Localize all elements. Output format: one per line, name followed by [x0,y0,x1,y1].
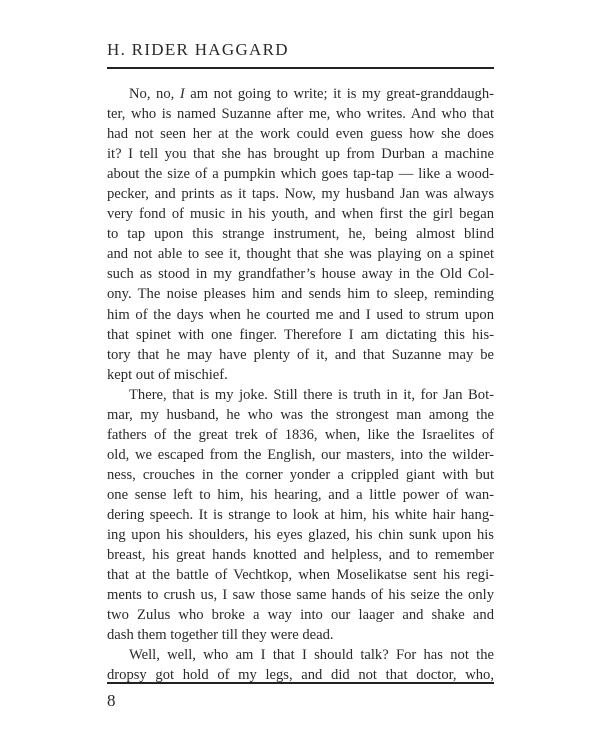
running-head: H. RIDER HAGGARD [107,40,289,59]
text-line: No, no, I am not going to write; it is my great-granddaugh- [129,86,494,102]
text-line: breast, his great hands knotted and helpless, and to remember [107,547,494,564]
text-line: it? I tell you that she has brought up from Durban a machine [107,146,494,163]
text-line: tory that he may have plenty of it, and that Suzanne may be [107,346,494,363]
text-line: such as stood in my grandfather’s house away in the Old Col- [107,266,494,283]
text-line: old, we escaped from the English, our masters, into the wilder- [107,446,494,463]
text-line: ing upon his shoulders, his eyes glazed, his chin sunk upon his [107,527,494,544]
text-line: Well, well, who am I that I should talk? For has not the [129,647,494,664]
text-line: had not seen her at the work could even guess how she does [107,126,494,143]
text-line: two Zulus who broke a way into our laager and shake and [107,607,494,624]
footer-rule [107,682,494,684]
text-line: and not able to see it, thought that she was playing on a spinet [107,246,494,263]
text-line: kept out of mischief. [107,366,228,383]
text-line: dash them together till they were dead. [107,627,334,644]
body-text [107,84,494,685]
text-line: that at the battle of Vechtkop, when Moselikatse sent his regi- [107,567,494,584]
text-line: to tap upon this strange instrument, he, being almost blind [107,226,494,243]
text-line: very fond of music in his youth, and when first the girl began [107,206,494,223]
text-line: ness, crouches in the corner yonder a crippled giant with but [107,466,494,483]
page-number: 8 [107,691,116,710]
text-line: about the size of a pumpkin which goes tap-tap — like a wood- [107,166,494,183]
text-line: that spinet with one finger. Therefore I am dictating this his- [107,326,494,343]
text-line: pecker, and prints as it taps. Now, my husband Jan was always [107,186,494,203]
text-line: ony. The noise pleases him and sends him to sleep, reminding [107,286,494,303]
text-line: fathers of the great trek of 1836, when, like the Israelites of [107,426,494,443]
text-line: one sense left to him, his hearing, and a little power of wan- [107,486,494,503]
text-line: dropsy got hold of my legs, and did not that doctor, who, [107,667,494,684]
text-line: mar, my husband, he who was the strongest man among the [107,406,494,423]
text-line: him of the days when he courted me and I used to strum upon [107,306,494,323]
text-line: ter, who is named Suzanne after me, who writes. And who that [107,106,494,123]
text-line: ments to crush us, I saw those same hands of his seize the only [107,587,494,604]
text-line: There, that is my joke. Still there is truth in it, for Jan Bot- [129,386,494,403]
text-line: dering speech. It is strange to look at him, his white hair hang- [107,506,494,523]
header-rule [107,67,494,69]
emphasis: I [179,86,185,102]
